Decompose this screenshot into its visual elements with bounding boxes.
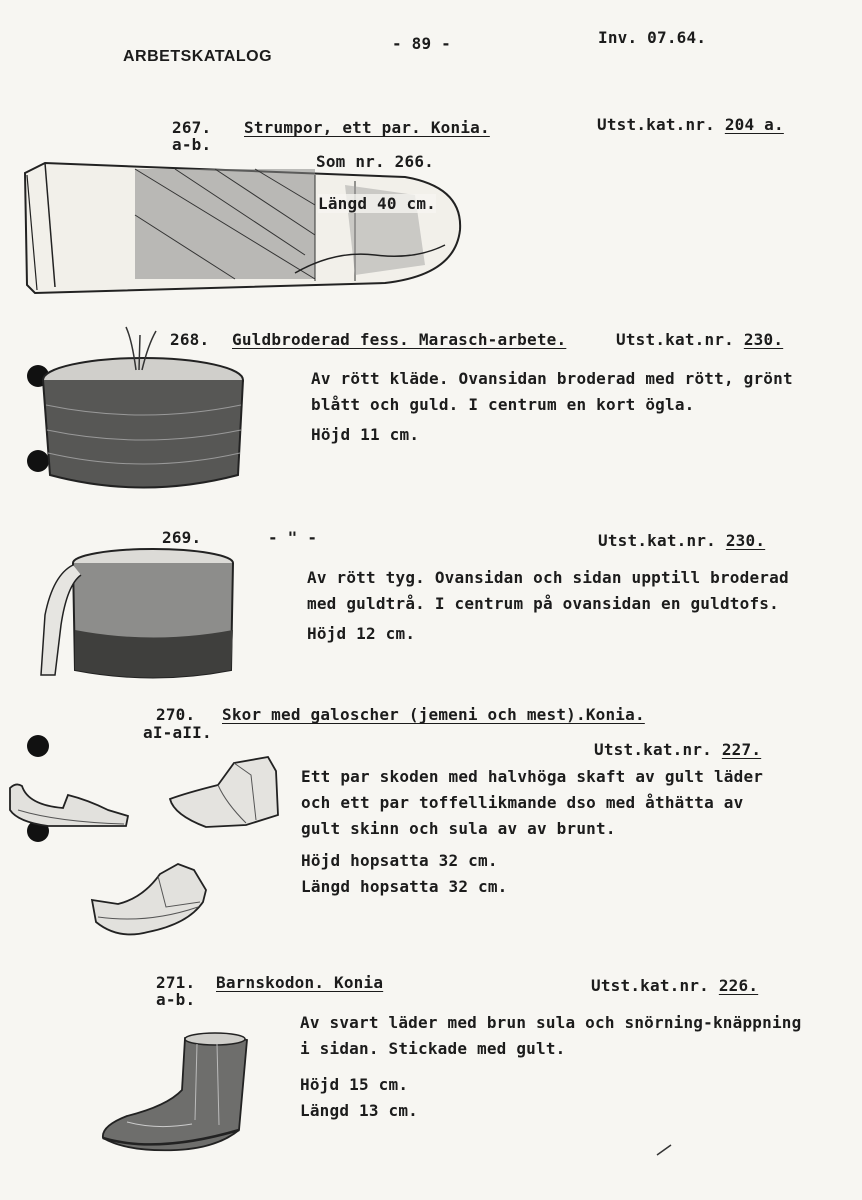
entry-description (300, 1010, 801, 1124)
entry-line: Längd 13 cm. (300, 1101, 418, 1120)
page-number: - 89 - (392, 34, 451, 53)
catalog-ref (594, 740, 761, 759)
entry-title: Barnskodon. Konia (216, 973, 384, 992)
entry-line: Som nr. 266. (316, 152, 434, 171)
entry-number: 269. (162, 528, 202, 547)
fez-268-illustration (38, 325, 253, 500)
entry-number: 267. (172, 118, 212, 137)
entry-line: Höjd 15 cm. (300, 1075, 409, 1094)
entry-description (307, 565, 789, 647)
catalog-prefix: Utst.kat.nr. (616, 330, 734, 349)
inventory-number: Inv. 07.64. (598, 28, 707, 47)
catalog-number: 226. (718, 976, 759, 995)
entry-title: Strumpor, ett par. Konia. (244, 118, 490, 137)
entry-sub: a-b. (156, 990, 196, 1009)
catalog-number: 230. (725, 531, 766, 550)
entry-line: Av rött tyg. Ovansidan och sidan upptill broderad (307, 568, 789, 587)
entry-number: 271. (156, 973, 196, 992)
entry-line: Av rött kläde. Ovansidan broderad med rött, grönt (311, 369, 793, 388)
entry-line: Av svart läder med brun sula och snörning-knäppning (300, 1013, 802, 1032)
entry-line: gult skinn och sula av av brunt. (301, 819, 616, 838)
slipper-illustration (8, 780, 133, 830)
catalog-ref (591, 976, 758, 995)
entry-number: 268. (170, 330, 210, 349)
catalog-number: 227. (721, 740, 762, 759)
entry-title: Skor med galoscher (jemeni och mest).Konia. (222, 705, 645, 724)
entry-line: i sidan. Stickade med gult. (300, 1039, 566, 1058)
catalog-ref (616, 330, 783, 349)
catalog-prefix: Utst.kat.nr. (597, 115, 715, 134)
child-shoe-illustration (97, 1030, 257, 1155)
entry-number: 270. (156, 705, 196, 724)
entry-line: Höjd 12 cm. (307, 624, 416, 643)
catalog-prefix: Utst.kat.nr. (591, 976, 709, 995)
entry-title: Guldbroderad fess. Marasch-arbete. (232, 330, 567, 349)
pen-mark (655, 1143, 675, 1157)
fez-269-illustration (33, 545, 238, 685)
punch-hole (27, 735, 49, 757)
catalog-number: 230. (743, 330, 784, 349)
catalog-label: ARBETSKATALOG (123, 48, 273, 65)
entry-description (301, 764, 763, 900)
entry-line: Höjd hopsatta 32 cm. (301, 851, 498, 870)
entry-sub: aI-aII. (143, 723, 212, 742)
catalog-prefix: Utst.kat.nr. (594, 740, 712, 759)
galosh-illustration (88, 862, 218, 942)
entry-line: Längd hopsatta 32 cm. (301, 877, 508, 896)
entry-sub: a-b. (172, 135, 212, 154)
stockings-illustration (15, 155, 465, 295)
entry-line: blått och guld. I centrum en kort ögla. (311, 395, 695, 414)
boot-illustration (166, 755, 281, 830)
entry-line: och ett par toffellikmande dso med åthätta av (301, 793, 744, 812)
entry-line: med guldtrå. I centrum på ovansidan en guldtofs. (307, 594, 779, 613)
catalog-number: 204 a. (724, 115, 784, 134)
catalog-ref (597, 115, 784, 134)
catalog-ref (598, 531, 765, 550)
entry-line: Längd 40 cm. (318, 194, 436, 213)
catalog-prefix: Utst.kat.nr. (598, 531, 716, 550)
ditto-mark: - " - (268, 528, 318, 547)
entry-line: Ett par skoden med halvhöga skaft av gult läder (301, 767, 764, 786)
entry-line: Höjd 11 cm. (311, 425, 420, 444)
entry-description (311, 366, 793, 448)
